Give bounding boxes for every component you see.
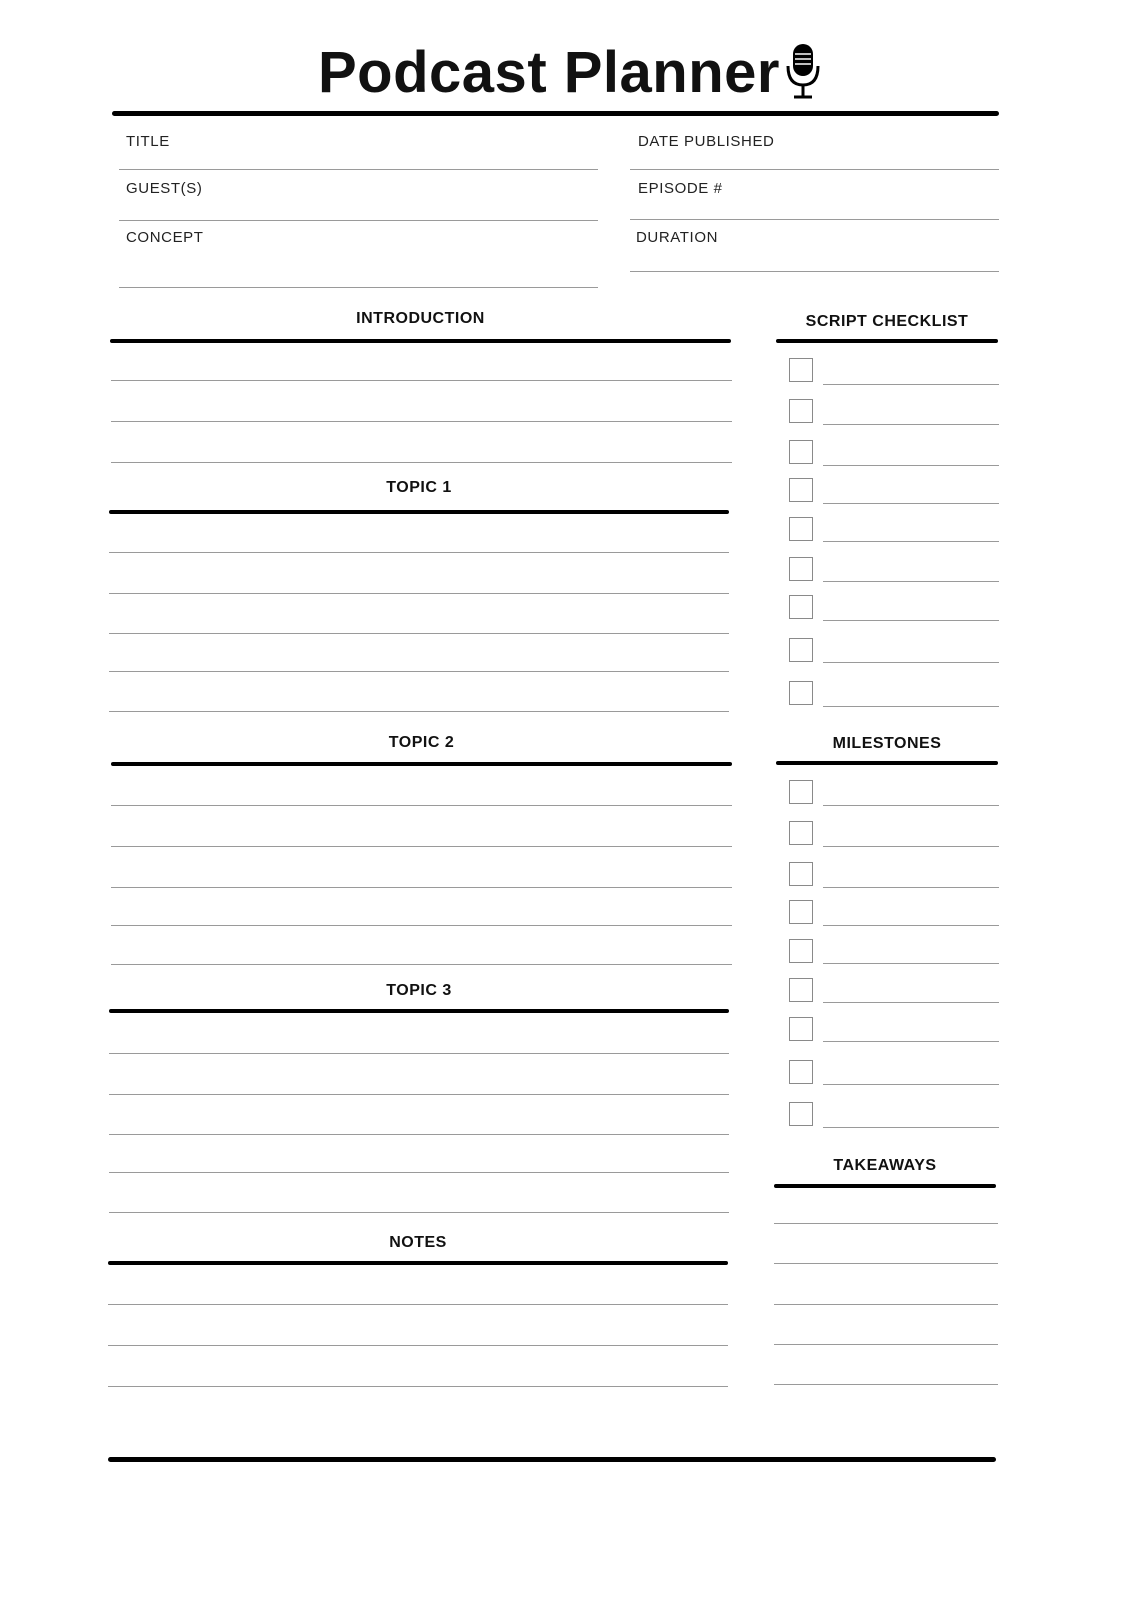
script-checklist-checkbox[interactable] (789, 478, 813, 502)
script-checklist-checkbox[interactable] (789, 358, 813, 382)
script-checklist-checkbox[interactable] (789, 557, 813, 581)
topic-2-line[interactable] (111, 805, 732, 806)
page-title-text: Podcast Planner (318, 40, 780, 105)
script-checklist-line[interactable] (823, 384, 999, 385)
topic-1-line[interactable] (109, 711, 729, 712)
topic-2-line[interactable] (111, 846, 732, 847)
script-checklist-line[interactable] (823, 503, 999, 504)
script-checklist-checkbox[interactable] (789, 440, 813, 464)
script-checklist-line[interactable] (823, 465, 999, 466)
topic-1-line[interactable] (109, 671, 729, 672)
milestone-line[interactable] (823, 805, 999, 806)
takeaways-line[interactable] (774, 1223, 998, 1224)
topic-3-line[interactable] (109, 1134, 729, 1135)
milestone-line[interactable] (823, 887, 999, 888)
script-checklist-checkbox[interactable] (789, 399, 813, 423)
duration-field-label: DURATION (636, 229, 719, 246)
title-field-label: TITLE (126, 133, 170, 150)
notes-line[interactable] (108, 1386, 728, 1387)
milestone-checkbox[interactable] (789, 978, 813, 1002)
takeaways-line[interactable] (774, 1304, 998, 1305)
takeaways-line[interactable] (774, 1263, 998, 1264)
topic-1-divider (109, 510, 729, 514)
script-checklist-line[interactable] (823, 541, 999, 542)
introduction-heading: INTRODUCTION (356, 310, 485, 327)
microphone-icon (784, 42, 822, 118)
milestone-line[interactable] (823, 1127, 999, 1128)
notes-line[interactable] (108, 1345, 728, 1346)
script-checklist-checkbox[interactable] (789, 517, 813, 541)
date-published-field-line[interactable] (630, 169, 999, 170)
topic-2-line[interactable] (111, 925, 732, 926)
footer-divider (108, 1457, 996, 1462)
topic-3-divider (109, 1009, 729, 1013)
script-checklist-checkbox[interactable] (789, 638, 813, 662)
script-checklist-heading: SCRIPT CHECKLIST (805, 313, 969, 330)
duration-field-line[interactable] (630, 271, 999, 272)
milestone-line[interactable] (823, 925, 999, 926)
milestones-divider (776, 761, 998, 765)
topic-3-line[interactable] (109, 1212, 729, 1213)
title-field-line[interactable] (119, 169, 598, 170)
topic-2-line[interactable] (111, 964, 732, 965)
milestone-checkbox[interactable] (789, 1102, 813, 1126)
script-checklist-line[interactable] (823, 581, 999, 582)
script-checklist-checkbox[interactable] (789, 681, 813, 705)
topic-3-line[interactable] (109, 1053, 729, 1054)
guests-field-label: GUEST(S) (126, 180, 203, 197)
takeaways-line[interactable] (774, 1384, 998, 1385)
episode-field-label: EPISODE # (638, 180, 723, 197)
milestone-checkbox[interactable] (789, 780, 813, 804)
takeaways-heading: TAKEAWAYS (833, 1157, 937, 1174)
milestone-checkbox[interactable] (789, 1060, 813, 1084)
milestone-line[interactable] (823, 963, 999, 964)
concept-field-line[interactable] (119, 287, 598, 288)
introduction-line[interactable] (111, 421, 732, 422)
header-divider (112, 111, 999, 116)
notes-heading: NOTES (389, 1234, 447, 1251)
notes-line[interactable] (108, 1304, 728, 1305)
milestone-checkbox[interactable] (789, 939, 813, 963)
topic-1-line[interactable] (109, 593, 729, 594)
milestone-checkbox[interactable] (789, 1017, 813, 1041)
introduction-line[interactable] (111, 380, 732, 381)
milestone-line[interactable] (823, 1002, 999, 1003)
script-checklist-line[interactable] (823, 620, 999, 621)
script-checklist-line[interactable] (823, 706, 999, 707)
milestone-checkbox[interactable] (789, 862, 813, 886)
script-checklist-divider (776, 339, 998, 343)
topic-2-divider (111, 762, 732, 766)
milestone-checkbox[interactable] (789, 900, 813, 924)
milestones-heading: MILESTONES (832, 735, 942, 752)
topic-1-line[interactable] (109, 633, 729, 634)
script-checklist-line[interactable] (823, 662, 999, 663)
introduction-line[interactable] (111, 462, 732, 463)
topic-2-heading: TOPIC 2 (388, 734, 455, 751)
milestone-line[interactable] (823, 1041, 999, 1042)
topic-3-line[interactable] (109, 1094, 729, 1095)
episode-field-line[interactable] (630, 219, 999, 220)
topic-3-heading: TOPIC 3 (386, 982, 452, 999)
date-published-field-label: DATE PUBLISHED (638, 133, 775, 150)
takeaways-divider (774, 1184, 996, 1188)
milestone-checkbox[interactable] (789, 821, 813, 845)
introduction-divider (110, 339, 731, 343)
script-checklist-checkbox[interactable] (789, 595, 813, 619)
guests-field-line[interactable] (119, 220, 598, 221)
notes-divider (108, 1261, 728, 1265)
script-checklist-line[interactable] (823, 424, 999, 425)
topic-3-line[interactable] (109, 1172, 729, 1173)
page-title (0, 38, 1140, 118)
topic-2-line[interactable] (111, 887, 732, 888)
milestone-line[interactable] (823, 1084, 999, 1085)
takeaways-line[interactable] (774, 1344, 998, 1345)
topic-1-line[interactable] (109, 552, 729, 553)
concept-field-label: CONCEPT (126, 229, 204, 246)
milestone-line[interactable] (823, 846, 999, 847)
topic-1-heading: TOPIC 1 (386, 479, 452, 496)
